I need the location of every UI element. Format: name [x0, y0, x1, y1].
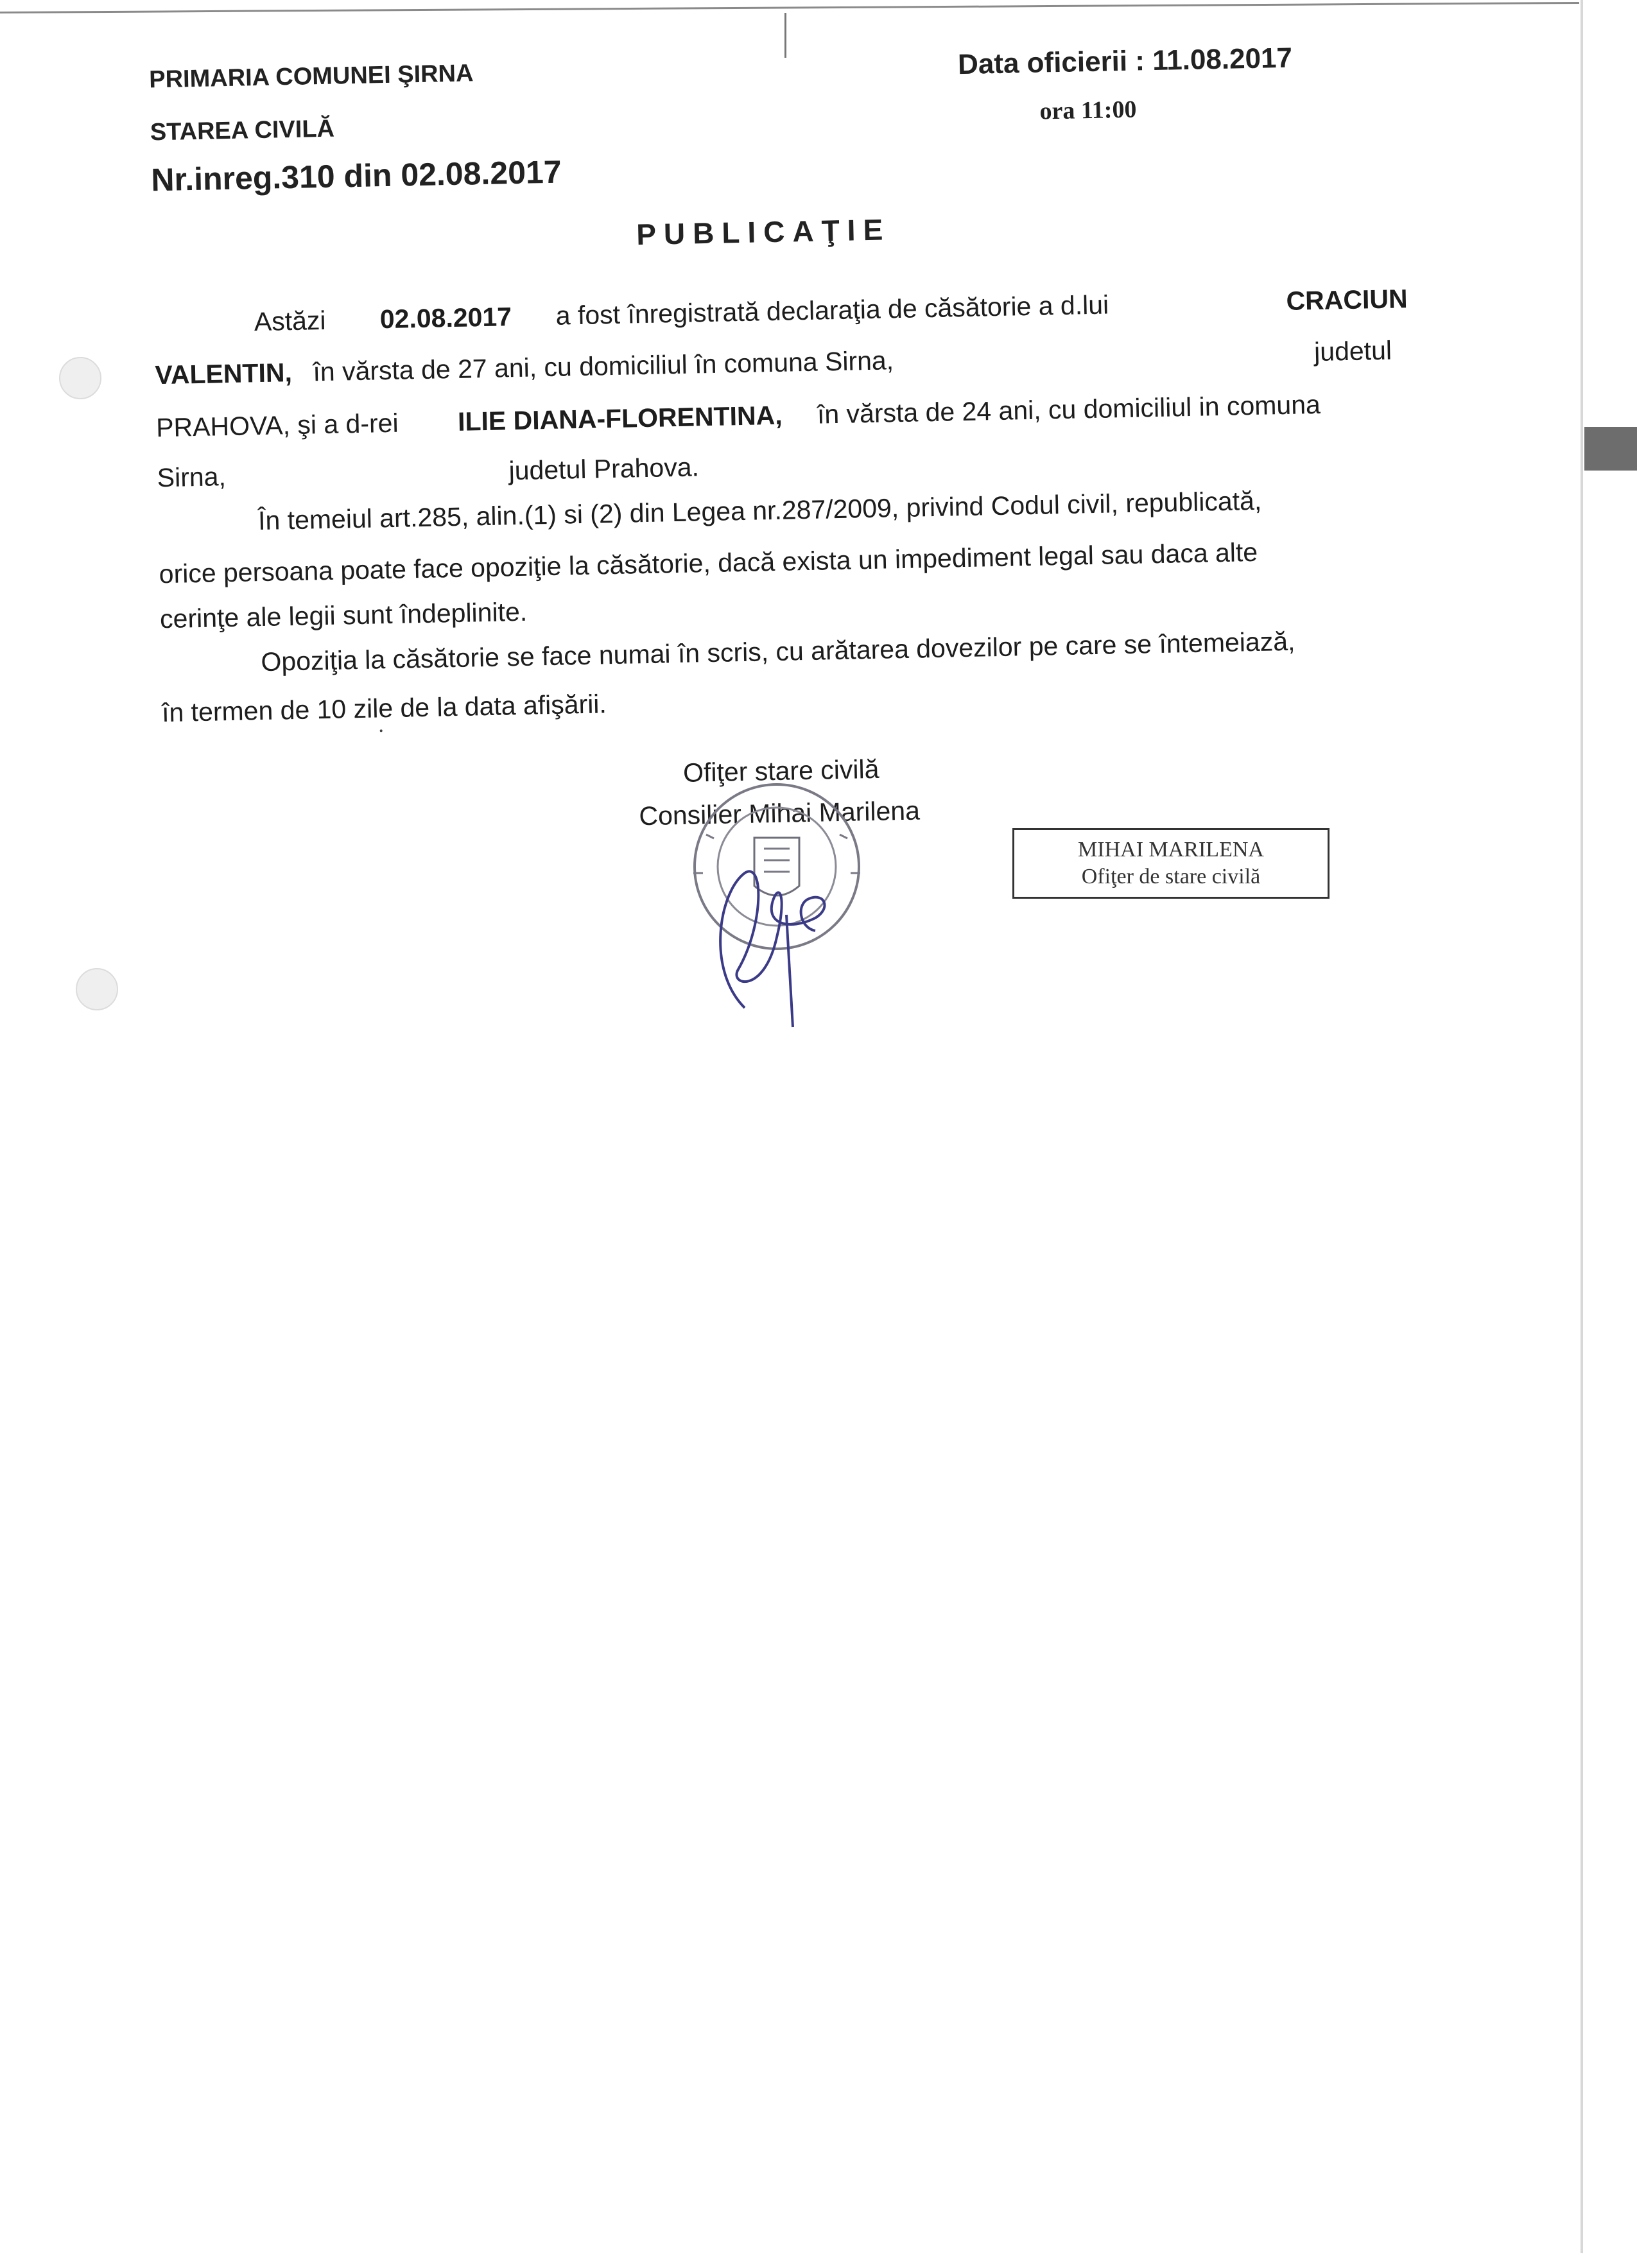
- written-opposition-line: Opoziţia la căsătorie se face numai în scris, cu arătarea dovezilor pe care se întemeiază,: [261, 626, 1295, 677]
- ceremony-time: ora 11:00: [1039, 96, 1137, 125]
- body-word-sirna: Sirna,: [157, 462, 227, 493]
- signature-role: Ofiţer stare civilă: [682, 754, 879, 788]
- conditions-line: cerinţe ale legii sunt îndeplinite.: [159, 596, 528, 634]
- body-line-1: a fost înregistrată declaraţia de căsătorie a d.lui: [555, 290, 1109, 331]
- groom-surname: CRACIUN: [1286, 284, 1408, 316]
- legal-basis-line: În temeiul art.285, alin.(1) si (2) din Legea nr.287/2009, privind Codul civil, republicată,: [257, 485, 1262, 536]
- body-word-judetul: judetul: [1313, 335, 1392, 367]
- institution-name: PRIMARIA COMUNEI ŞIRNA: [148, 60, 474, 94]
- department-name: STAREA CIVILĂ: [150, 115, 335, 146]
- body-line-4: judetul Prahova.: [508, 452, 700, 486]
- registration-number: Nr.inreg.310 din 02.08.2017: [150, 153, 562, 198]
- opposition-line: orice persoana poate face opoziţie la căsătorie, dacă exista un impediment legal sau daca alte: [159, 537, 1258, 589]
- stamp-role: Ofiţer de stare civilă: [1081, 865, 1261, 888]
- registration-date: 02.08.2017: [379, 302, 512, 334]
- groom-first-name: VALENTIN,: [155, 358, 293, 390]
- scan-speck: [380, 729, 383, 732]
- official-seal-icon: [668, 777, 879, 1034]
- deadline-line: în termen de 10 zile de la data afişării.: [161, 689, 607, 728]
- ceremony-date: Data oficierii : 11.08.2017: [957, 42, 1293, 81]
- body-word-astazi: Astăzi: [254, 305, 326, 337]
- body-line-3-start: PRAHOVA, şi a d-rei: [155, 408, 399, 443]
- stamp-name: MIHAI MARILENA: [1078, 838, 1264, 861]
- document-title: PUBLICAŢIE: [636, 212, 891, 252]
- signature-name: Consilier Mihai Marilena: [638, 795, 921, 831]
- body-line-3: în vărsta de 24 ani, cu domiciliul in comuna: [817, 389, 1321, 429]
- bride-name: ILIE DIANA-FLORENTINA,: [457, 400, 783, 437]
- name-stamp: [1012, 828, 1330, 899]
- body-line-2: în vărsta de 27 ani, cu domiciliul în comuna Sirna,: [313, 345, 894, 387]
